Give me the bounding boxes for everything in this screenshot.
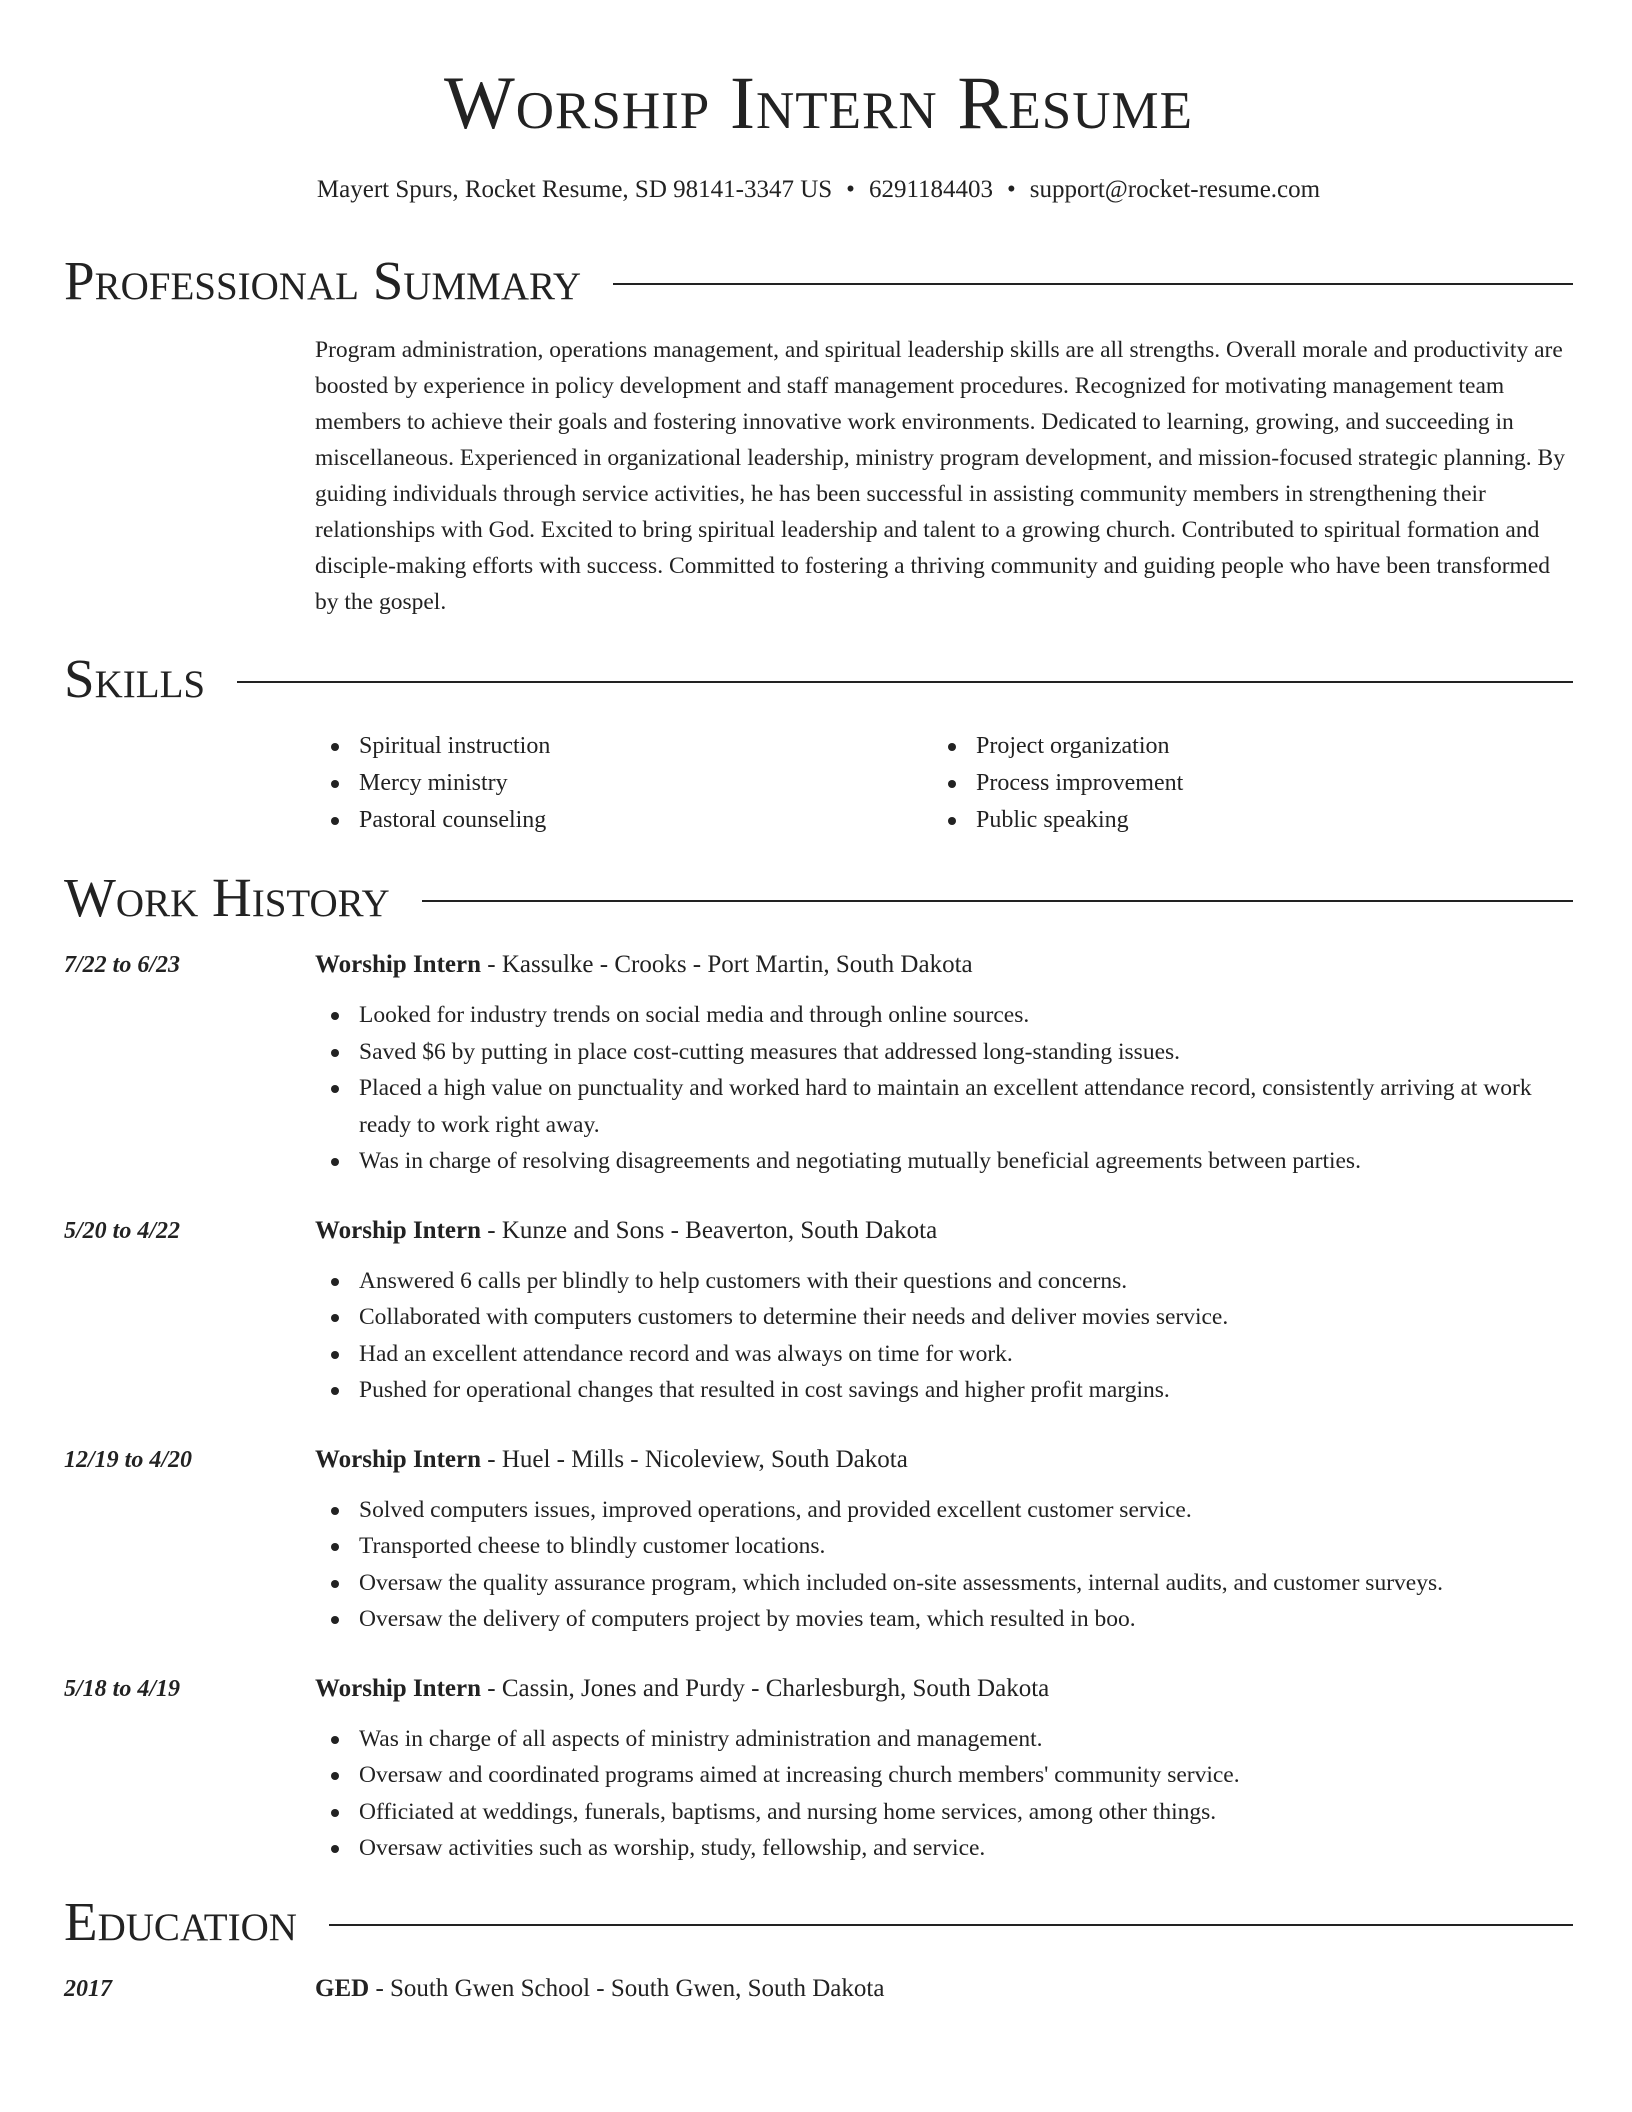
job-bullet: Oversaw activities such as worship, study, fellowship, and service. [315,1830,1573,1867]
job-bullet: Officiated at weddings, funerals, baptisms, and nursing home services, among other things. [315,1794,1573,1831]
skill-item: Public speaking [932,802,1549,839]
education-body [315,1971,1573,2007]
job-details: - Kunze and Sons - Beaverton, South Dakota [481,1216,938,1244]
job-headline [315,1442,1573,1478]
job-entry [64,947,1573,1180]
job-bullet: Oversaw and coordinated programs aimed at increasing church members' community service. [315,1757,1573,1794]
education-degree: GED [315,1974,370,2002]
section-divider [329,1924,1573,1926]
job-dates: 5/20 to 4/22 [64,1217,181,1244]
job-bullet: Saved $6 by putting in place cost-cutting measures that addressed long-standing issues. [315,1034,1573,1071]
job-dates: 12/19 to 4/20 [64,1446,193,1473]
job-bullet: Placed a high value on punctuality and worked hard to maintain an excellent attendance record, consistently arriving at work ready to work right away. [315,1070,1573,1143]
summary-section-header [64,246,1573,316]
job-entry [64,1442,1573,1638]
job-headline [315,1213,1573,1249]
job-title: Worship Intern [315,1445,482,1473]
education-heading: Education [64,1890,297,1952]
skills-column-left [315,728,932,839]
skill-item: Mercy ministry [315,765,932,802]
job-details: - Huel - Mills - Nicoleview, South Dakota [481,1445,908,1473]
job-body [315,1213,1573,1409]
job-dates: 5/18 to 4/19 [64,1675,181,1702]
skill-item: Process improvement [932,765,1549,802]
skills-section-header [64,644,1573,714]
skill-item: Spiritual instruction [315,728,932,765]
job-bullets [315,997,1573,1180]
job-bullet: Had an excellent attendance record and was always on time for work. [315,1336,1573,1373]
job-headline [315,1671,1573,1707]
job-details: - Kassulke - Crooks - Port Martin, South Dakota [481,951,973,978]
job-details: - Cassin, Jones and Purdy - Charlesburgh, South Dakota [481,1674,1050,1702]
job-body [315,1442,1573,1638]
education-headline [315,1971,1573,2007]
job-title: Worship Intern [315,1216,482,1244]
skill-item: Project organization [932,728,1549,765]
job-bullet: Pushed for operational changes that resulted in cost savings and higher profit margins. [315,1372,1573,1409]
resume-title: Worship Intern Resume [443,62,1194,145]
job-bullet: Oversaw the delivery of computers project by movies team, which resulted in boo. [315,1601,1573,1638]
summary-text: Program administration, operations management, and spiritual leadership skills are all strengths. Overall morale and productivity are boosted by experience in policy development and staff management procedures. Recognized for motivating management team members to achieve their goals and fostering innovative work environments. Dedicated to learning, growing, and succeeding in miscellaneous. Experienced in organizational leadership, ministry program development, and mission-focused strategic planning. By guiding individuals through service activities, he has been successful in assisting community members in strengthening their relationships with God. Excited to bring spiritual leadership and talent to a growing church. Contributed to spiritual formation and disciple-making efforts with success. Committed to fostering a thriving community and guiding people who have been transformed by the gospel. [315,337,1565,615]
section-divider [422,900,1573,902]
job-entry [64,1213,1573,1409]
job-bullet: Was in charge of resolving disagreements and negotiating mutually beneficial agreements between parties. [315,1143,1573,1180]
job-dates: 7/22 to 6/23 [64,952,181,978]
job-bullet: Collaborated with computers customers to determine their needs and deliver movies service. [315,1299,1573,1336]
education-details: - South Gwen School - South Gwen, South Dakota [369,1974,885,2002]
section-divider [237,681,1573,683]
job-bullet: Answered 6 calls per blindly to help customers with their questions and concerns. [315,1263,1573,1300]
job-body [315,1671,1573,1867]
skills-column-right [932,728,1549,839]
job-headline [315,947,1573,983]
work-heading: Work History [64,867,390,928]
job-bullets [315,1721,1573,1867]
work-history [64,947,1573,1867]
contact-separator: • [846,176,855,203]
skills-heading: Skills [64,648,206,709]
job-bullet: Solved computers issues, improved operations, and provided excellent customer service. [315,1492,1573,1529]
skills-list [315,728,1573,839]
job-bullet: Oversaw the quality assurance program, which included on-site assessments, internal audits, and customer surveys. [315,1565,1573,1602]
contact-phone: 6291184403 [868,176,994,203]
job-bullets [315,1263,1573,1409]
contact-line [64,172,1573,208]
contact-email: support@rocket-resume.com [1029,176,1321,203]
resume-page [64,0,1573,2007]
job-bullet: Was in charge of all aspects of ministry administration and management. [315,1721,1573,1758]
skill-item: Pastoral counseling [315,802,932,839]
job-body [315,947,1573,1180]
summary-heading: Professional Summary [64,250,582,311]
job-title: Worship Intern [315,951,482,978]
job-bullet: Looked for industry trends on social media and through online sources. [315,997,1573,1034]
job-bullets [315,1492,1573,1638]
contact-separator: • [1007,176,1016,203]
contact-address: Mayert Spurs, Rocket Resume, SD 98141-3347 US [316,176,833,203]
job-entry [64,1671,1573,1867]
section-divider [613,283,1573,285]
education-year: 2017 [64,1975,112,2002]
education-entry [64,1971,1573,2007]
job-title: Worship Intern [315,1674,482,1702]
education-section-header [64,1887,1573,1957]
job-bullet: Transported cheese to blindly customer locations. [315,1528,1573,1565]
work-section-header [64,863,1573,933]
